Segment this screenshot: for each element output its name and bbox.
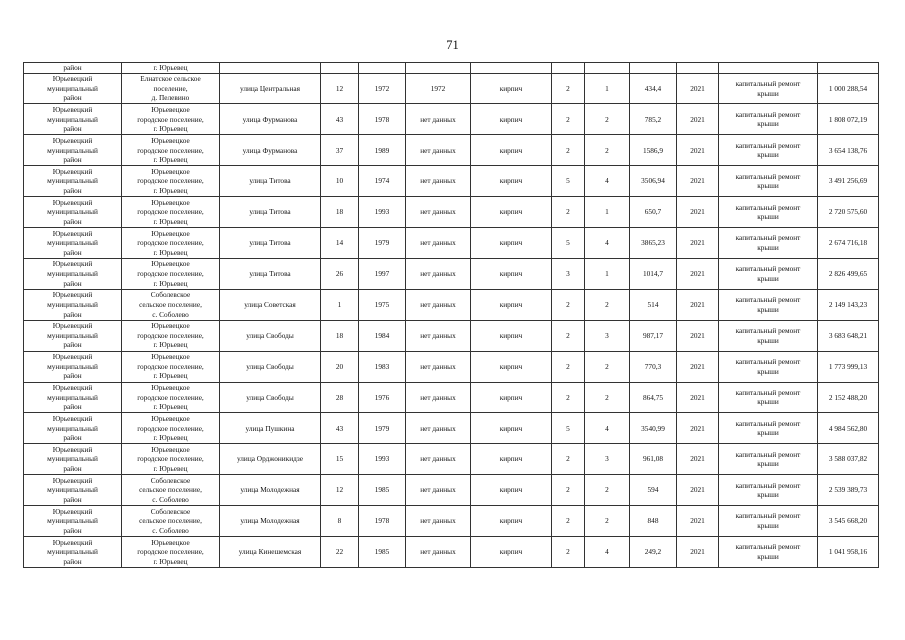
cell-work-type: капитальный ремонт крыши: [719, 444, 818, 475]
cell-district: Юрьевецкий муниципальный район: [24, 536, 122, 567]
cell-entrances: 1: [585, 258, 630, 289]
cell-cost: 1 773 999,13: [818, 351, 879, 382]
cell-floors: 2: [552, 475, 585, 506]
cell-year-last-repair: нет данных: [406, 475, 471, 506]
cell-area: 848: [630, 506, 677, 537]
cell-area: 1014,7: [630, 258, 677, 289]
cell-work-type: капитальный ремонт крыши: [719, 197, 818, 228]
cell-plan-year: 2021: [677, 258, 719, 289]
cell-floors: 5: [552, 228, 585, 259]
cell-floors: 2: [552, 135, 585, 166]
table-row: [24, 73, 879, 104]
cell-district: Юрьевецкий муниципальный район: [24, 166, 122, 197]
cell-year-built: 1983: [359, 351, 406, 382]
table-row: [24, 475, 879, 506]
cell-floors: 2: [552, 382, 585, 413]
cell-year-built: 1985: [359, 536, 406, 567]
cell-cost: 3 588 037,82: [818, 444, 879, 475]
cell-year-last-repair: нет данных: [406, 135, 471, 166]
cell-house-number: 1: [321, 289, 359, 320]
cell-plan-year: 2021: [677, 197, 719, 228]
cell-floors: 3: [552, 258, 585, 289]
cell-wall-material: кирпич: [471, 135, 552, 166]
cell-floors: 5: [552, 166, 585, 197]
table-row-continued: [24, 63, 879, 74]
cell-entrances: 1: [585, 73, 630, 104]
cell-house-number: 12: [321, 475, 359, 506]
cell-house-number: 26: [321, 258, 359, 289]
cell-house-number: 10: [321, 166, 359, 197]
cell-district: Юрьевецкий муниципальный район: [24, 73, 122, 104]
table-row: [24, 351, 879, 382]
cell-wall-material: кирпич: [471, 506, 552, 537]
cell-year-built: 1979: [359, 228, 406, 259]
cell-area: 1586,9: [630, 135, 677, 166]
housing-repair-table: [23, 62, 879, 568]
cell-district: район: [24, 63, 122, 74]
cell-cost: 3 545 668,20: [818, 506, 879, 537]
cell-year-built: [359, 63, 406, 74]
cell-year-last-repair: нет данных: [406, 197, 471, 228]
table-row: [24, 258, 879, 289]
cell-work-type: капитальный ремонт крыши: [719, 228, 818, 259]
cell-house-number: 37: [321, 135, 359, 166]
cell-year-built: 1976: [359, 382, 406, 413]
cell-year-built: 1985: [359, 475, 406, 506]
cell-street: улица Свободы: [220, 351, 321, 382]
cell-district: Юрьевецкий муниципальный район: [24, 197, 122, 228]
cell-area: 785,2: [630, 104, 677, 135]
cell-year-last-repair: нет данных: [406, 104, 471, 135]
cell-district: Юрьевецкий муниципальный район: [24, 506, 122, 537]
cell-plan-year: 2021: [677, 506, 719, 537]
cell-settlement: Юрьевецкое городское поселение, г. Юрьевец: [122, 166, 220, 197]
cell-entrances: 2: [585, 382, 630, 413]
cell-work-type: капитальный ремонт крыши: [719, 413, 818, 444]
cell-plan-year: 2021: [677, 382, 719, 413]
cell-house-number: 43: [321, 104, 359, 135]
cell-street: улица Титова: [220, 258, 321, 289]
cell-street: улица Титова: [220, 166, 321, 197]
cell-cost: 3 683 648,21: [818, 320, 879, 351]
cell-street: улица Фурманова: [220, 135, 321, 166]
cell-street: улица Кинешемская: [220, 536, 321, 567]
cell-district: Юрьевецкий муниципальный район: [24, 382, 122, 413]
cell-street: улица Титова: [220, 197, 321, 228]
cell-cost: 2 720 575,60: [818, 197, 879, 228]
cell-settlement: Юрьевецкое городское поселение, г. Юрьевец: [122, 382, 220, 413]
cell-year-last-repair: нет данных: [406, 320, 471, 351]
cell-area: 961,08: [630, 444, 677, 475]
cell-year-built: 1984: [359, 320, 406, 351]
cell-settlement: Юрьевецкое городское поселение, г. Юрьевец: [122, 320, 220, 351]
cell-settlement: Юрьевецкое городское поселение, г. Юрьевец: [122, 444, 220, 475]
cell-settlement: г. Юрьевец: [122, 63, 220, 74]
cell-wall-material: кирпич: [471, 382, 552, 413]
cell-entrances: 4: [585, 536, 630, 567]
cell-wall-material: кирпич: [471, 320, 552, 351]
cell-cost: [818, 63, 879, 74]
cell-settlement: Соболевское сельское поселение, с. Соболево: [122, 475, 220, 506]
cell-floors: 2: [552, 73, 585, 104]
cell-wall-material: кирпич: [471, 351, 552, 382]
cell-work-type: капитальный ремонт крыши: [719, 258, 818, 289]
cell-house-number: 18: [321, 197, 359, 228]
cell-settlement: Юрьевецкое городское поселение, г. Юрьевец: [122, 104, 220, 135]
cell-cost: 1 041 958,16: [818, 536, 879, 567]
cell-plan-year: 2021: [677, 444, 719, 475]
cell-plan-year: [677, 63, 719, 74]
cell-year-built: 1972: [359, 73, 406, 104]
cell-floors: 2: [552, 320, 585, 351]
cell-wall-material: кирпич: [471, 444, 552, 475]
cell-plan-year: 2021: [677, 104, 719, 135]
cell-settlement: Елнатское сельское поселение, д. Пелевино: [122, 73, 220, 104]
cell-entrances: 4: [585, 413, 630, 444]
cell-wall-material: [471, 63, 552, 74]
cell-district: Юрьевецкий муниципальный район: [24, 444, 122, 475]
cell-district: Юрьевецкий муниципальный район: [24, 475, 122, 506]
cell-work-type: капитальный ремонт крыши: [719, 351, 818, 382]
cell-district: Юрьевецкий муниципальный район: [24, 289, 122, 320]
cell-area: 770,3: [630, 351, 677, 382]
cell-area: 249,2: [630, 536, 677, 567]
cell-work-type: [719, 63, 818, 74]
cell-plan-year: 2021: [677, 320, 719, 351]
cell-house-number: 43: [321, 413, 359, 444]
cell-house-number: 15: [321, 444, 359, 475]
cell-house-number: [321, 63, 359, 74]
cell-wall-material: кирпич: [471, 536, 552, 567]
cell-district: Юрьевецкий муниципальный район: [24, 413, 122, 444]
cell-wall-material: кирпич: [471, 475, 552, 506]
cell-wall-material: кирпич: [471, 258, 552, 289]
table-row: [24, 444, 879, 475]
cell-settlement: Юрьевецкое городское поселение, г. Юрьевец: [122, 536, 220, 567]
cell-floors: 2: [552, 444, 585, 475]
cell-year-built: 1997: [359, 258, 406, 289]
cell-plan-year: 2021: [677, 228, 719, 259]
cell-work-type: капитальный ремонт крыши: [719, 73, 818, 104]
cell-floors: 2: [552, 197, 585, 228]
cell-house-number: 8: [321, 506, 359, 537]
cell-area: 514: [630, 289, 677, 320]
cell-floors: 2: [552, 506, 585, 537]
cell-district: Юрьевецкий муниципальный район: [24, 320, 122, 351]
cell-settlement: Юрьевецкое городское поселение, г. Юрьевец: [122, 197, 220, 228]
cell-district: Юрьевецкий муниципальный район: [24, 228, 122, 259]
cell-house-number: 20: [321, 351, 359, 382]
cell-entrances: 2: [585, 475, 630, 506]
cell-cost: 3 491 256,69: [818, 166, 879, 197]
cell-work-type: капитальный ремонт крыши: [719, 536, 818, 567]
cell-house-number: 14: [321, 228, 359, 259]
cell-wall-material: кирпич: [471, 197, 552, 228]
cell-year-last-repair: нет данных: [406, 382, 471, 413]
cell-district: Юрьевецкий муниципальный район: [24, 135, 122, 166]
table-row: [24, 197, 879, 228]
cell-street: улица Молодежная: [220, 475, 321, 506]
cell-entrances: 4: [585, 228, 630, 259]
cell-year-built: 1993: [359, 197, 406, 228]
table-row: [24, 104, 879, 135]
cell-entrances: 3: [585, 444, 630, 475]
cell-year-last-repair: 1972: [406, 73, 471, 104]
cell-entrances: 2: [585, 289, 630, 320]
cell-entrances: 2: [585, 506, 630, 537]
cell-area: 3540,99: [630, 413, 677, 444]
cell-area: 864,75: [630, 382, 677, 413]
cell-settlement: Юрьевецкое городское поселение, г. Юрьевец: [122, 258, 220, 289]
cell-street: улица Советская: [220, 289, 321, 320]
cell-entrances: 2: [585, 351, 630, 382]
cell-entrances: 2: [585, 104, 630, 135]
cell-year-built: 1978: [359, 506, 406, 537]
cell-district: Юрьевецкий муниципальный район: [24, 351, 122, 382]
cell-wall-material: кирпич: [471, 289, 552, 320]
table-row: [24, 382, 879, 413]
table-row: [24, 289, 879, 320]
page-number: 71: [446, 38, 459, 52]
cell-wall-material: кирпич: [471, 228, 552, 259]
cell-wall-material: кирпич: [471, 104, 552, 135]
cell-plan-year: 2021: [677, 135, 719, 166]
cell-year-last-repair: [406, 63, 471, 74]
cell-plan-year: 2021: [677, 413, 719, 444]
cell-entrances: [585, 63, 630, 74]
cell-floors: 2: [552, 351, 585, 382]
cell-work-type: капитальный ремонт крыши: [719, 166, 818, 197]
table-row: [24, 413, 879, 444]
cell-settlement: Юрьевецкое городское поселение, г. Юрьевец: [122, 228, 220, 259]
cell-settlement: Юрьевецкое городское поселение, г. Юрьевец: [122, 413, 220, 444]
cell-work-type: капитальный ремонт крыши: [719, 135, 818, 166]
table-row: [24, 506, 879, 537]
cell-house-number: 22: [321, 536, 359, 567]
cell-floors: 2: [552, 289, 585, 320]
cell-floors: 2: [552, 536, 585, 567]
cell-area: 650,7: [630, 197, 677, 228]
cell-district: Юрьевецкий муниципальный район: [24, 258, 122, 289]
cell-plan-year: 2021: [677, 536, 719, 567]
cell-settlement: Соболевское сельское поселение, с. Соболево: [122, 506, 220, 537]
cell-floors: [552, 63, 585, 74]
cell-street: улица Центральная: [220, 73, 321, 104]
table-row: [24, 228, 879, 259]
cell-plan-year: 2021: [677, 73, 719, 104]
cell-area: [630, 63, 677, 74]
cell-year-built: 1975: [359, 289, 406, 320]
cell-area: 594: [630, 475, 677, 506]
table-row: [24, 135, 879, 166]
cell-entrances: 2: [585, 135, 630, 166]
cell-year-built: 1974: [359, 166, 406, 197]
cell-street: улица Свободы: [220, 382, 321, 413]
cell-settlement: Соболевское сельское поселение, с. Соболево: [122, 289, 220, 320]
cell-house-number: 18: [321, 320, 359, 351]
cell-year-built: 1993: [359, 444, 406, 475]
cell-settlement: Юрьевецкое городское поселение, г. Юрьевец: [122, 351, 220, 382]
cell-cost: 2 152 488,20: [818, 382, 879, 413]
cell-year-last-repair: нет данных: [406, 413, 471, 444]
cell-work-type: капитальный ремонт крыши: [719, 104, 818, 135]
cell-work-type: капитальный ремонт крыши: [719, 506, 818, 537]
cell-year-built: 1989: [359, 135, 406, 166]
cell-entrances: 3: [585, 320, 630, 351]
cell-cost: 1 000 288,54: [818, 73, 879, 104]
cell-plan-year: 2021: [677, 166, 719, 197]
cell-year-last-repair: нет данных: [406, 536, 471, 567]
cell-cost: 3 654 138,76: [818, 135, 879, 166]
cell-year-last-repair: нет данных: [406, 228, 471, 259]
cell-district: Юрьевецкий муниципальный район: [24, 104, 122, 135]
cell-work-type: капитальный ремонт крыши: [719, 289, 818, 320]
cell-work-type: капитальный ремонт крыши: [719, 320, 818, 351]
cell-area: 3865,23: [630, 228, 677, 259]
cell-floors: 2: [552, 104, 585, 135]
cell-street: [220, 63, 321, 74]
cell-floors: 5: [552, 413, 585, 444]
cell-cost: 2 674 716,18: [818, 228, 879, 259]
cell-year-last-repair: нет данных: [406, 258, 471, 289]
cell-street: улица Титова: [220, 228, 321, 259]
cell-year-last-repair: нет данных: [406, 289, 471, 320]
cell-settlement: Юрьевецкое городское поселение, г. Юрьевец: [122, 135, 220, 166]
table-row: [24, 166, 879, 197]
cell-street: улица Свободы: [220, 320, 321, 351]
table-body: [24, 63, 879, 568]
cell-house-number: 12: [321, 73, 359, 104]
cell-work-type: капитальный ремонт крыши: [719, 475, 818, 506]
cell-year-built: 1979: [359, 413, 406, 444]
cell-year-last-repair: нет данных: [406, 166, 471, 197]
cell-street: улица Фурманова: [220, 104, 321, 135]
cell-year-last-repair: нет данных: [406, 506, 471, 537]
cell-entrances: 4: [585, 166, 630, 197]
cell-area: 987,17: [630, 320, 677, 351]
cell-cost: 2 539 389,73: [818, 475, 879, 506]
cell-cost: 2 149 143,23: [818, 289, 879, 320]
cell-wall-material: кирпич: [471, 73, 552, 104]
cell-wall-material: кирпич: [471, 413, 552, 444]
cell-house-number: 28: [321, 382, 359, 413]
cell-street: улица Молодежная: [220, 506, 321, 537]
cell-year-built: 1978: [359, 104, 406, 135]
cell-plan-year: 2021: [677, 289, 719, 320]
cell-plan-year: 2021: [677, 351, 719, 382]
cell-year-last-repair: нет данных: [406, 351, 471, 382]
cell-work-type: капитальный ремонт крыши: [719, 382, 818, 413]
cell-cost: 2 826 499,65: [818, 258, 879, 289]
cell-entrances: 1: [585, 197, 630, 228]
cell-area: 3506,94: [630, 166, 677, 197]
cell-street: улица Пушкина: [220, 413, 321, 444]
cell-plan-year: 2021: [677, 475, 719, 506]
cell-area: 434,4: [630, 73, 677, 104]
cell-street: улица Орджоникидзе: [220, 444, 321, 475]
cell-wall-material: кирпич: [471, 166, 552, 197]
table-row: [24, 536, 879, 567]
table-row: [24, 320, 879, 351]
cell-cost: 4 984 562,80: [818, 413, 879, 444]
cell-cost: 1 808 072,19: [818, 104, 879, 135]
cell-year-last-repair: нет данных: [406, 444, 471, 475]
